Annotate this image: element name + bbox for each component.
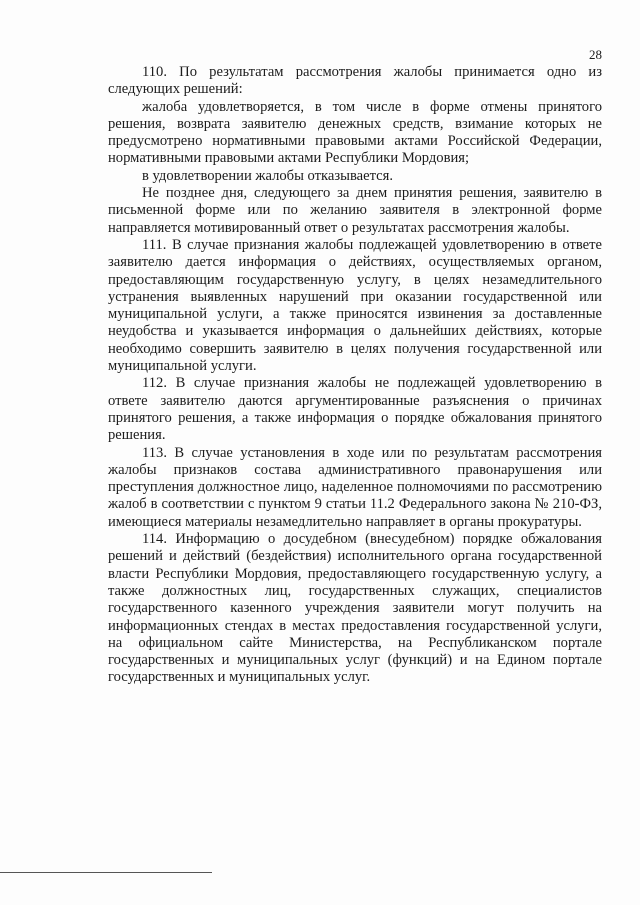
paragraph-111: 111. В случае признания жалобы подлежащей удовлетворению в ответе заявителю дается информация о действиях, осуществляемых органом, предоставляющим государственную услугу, в целях незамедлительного устранения выявленных нарушений при оказании государственной или муниципальной услуги, а также приносятся извинения за доставленные неудобства и указывается информация о дальнейших действиях, которые необходимо совершить заявителю в целях получения государственной или муниципальной услуги. — [108, 236, 602, 375]
paragraph-110-option-satisfied: жалоба удовлетворяется, в том числе в форме отмены принятого решения, возврата заявителю денежных средств, взимание которых не предусмотрено нормативными правовыми актами Российской Федерации, нормативными правовыми актами Республики Мордовия; — [108, 98, 602, 167]
document-body — [108, 64, 602, 687]
page-number: 28 — [589, 47, 602, 62]
paragraph-113: 113. В случае установления в ходе или по результатам рассмотрения жалобы признаков состава административного правонарушения или преступления должностное лицо, наделенное полномочиями по рассмотрению жалоб в соответствии с пунктом 9 статьи 11.2 Федерального закона № 210-ФЗ, имеющиеся материалы незамедлительно направляет в органы прокуратуры. — [108, 444, 602, 530]
paragraph-114: 114. Информацию о досудебном (внесудебном) порядке обжалования решений и действий (бездействия) исполнительного органа государственной власти Республики Мордовия, предоставляющего государственную услугу, а также должностных лиц, государственных служащих, специалистов государственного казенного учреждения заявители могут получить на информационных стендах в местах предоставления государственной услуги, на официальном сайте Министерства, на Республиканском портале государственных и муниципальных услуг (функций) и на Едином портале государственных и муниципальных услуг. — [108, 531, 602, 686]
footer-divider — [0, 872, 212, 873]
paragraph-110-option-refused: в удовлетворении жалобы отказывается. — [142, 167, 394, 184]
paragraph-112: 112. В случае признания жалобы не подлежащей удовлетворению в ответе заявителю даются аргументированные разъяснения о причинах принятого решения, а также информация о порядке обжалования принятого решения. — [108, 375, 602, 444]
paragraph-110-intro: 110. По результатам рассмотрения жалобы принимается одно из следующих решений: — [108, 64, 602, 98]
paragraph-110-response-deadline: Не позднее дня, следующего за днем принятия решения, заявителю в письменной форме или по желанию заявителя в электронной форме направляется мотивированный ответ о результатах рассмотрения жалобы. — [108, 185, 602, 236]
